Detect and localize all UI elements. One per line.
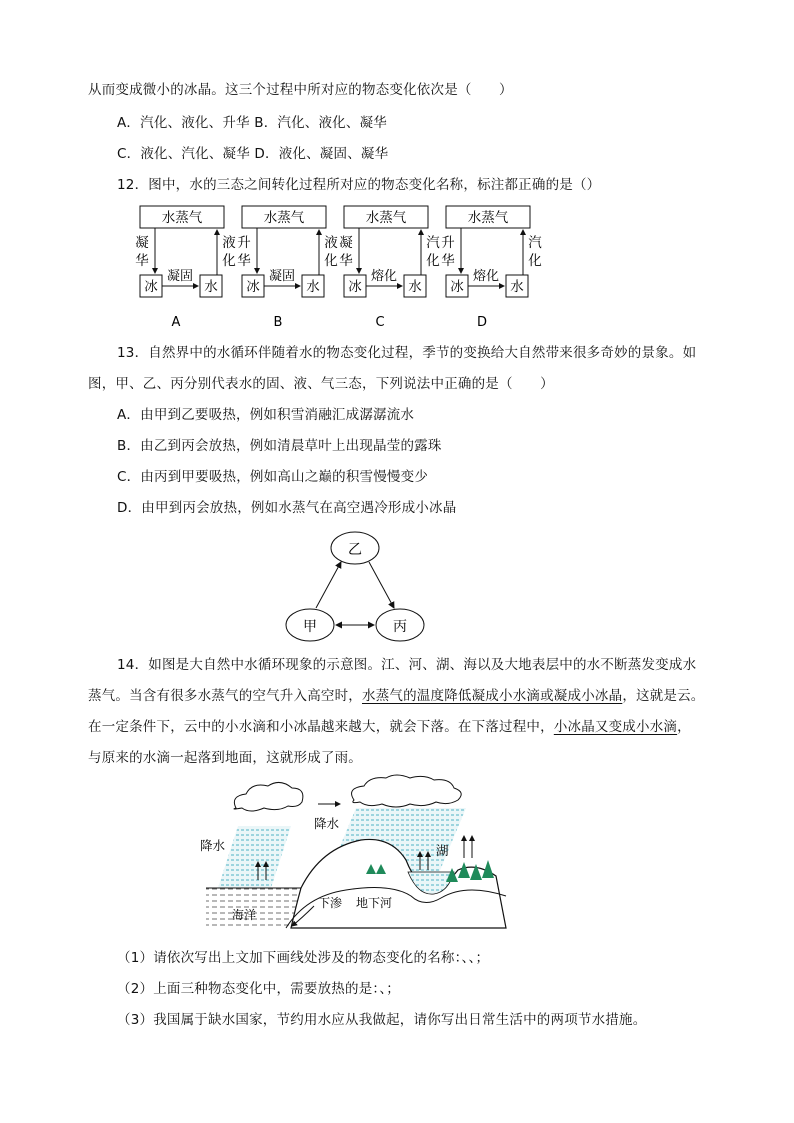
water-label: 水 (306, 279, 320, 295)
vapor-label: 水蒸气 (263, 210, 305, 226)
q13-option-d: D．由甲到丙会放热，例如水蒸气在高空遇冷形成小冰晶 (117, 500, 457, 516)
seep-label: 下渗 (318, 896, 343, 910)
q14-water-cycle-diagram (196, 778, 516, 938)
water-label: 水 (510, 279, 524, 295)
rain-label-right: 降水 (314, 816, 340, 831)
q14-sub-1: （1）请依次写出上文加下画线处涉及的物态变化的名称：、、； (117, 950, 490, 966)
right-process-char-1: 液 (222, 235, 236, 251)
right-process-char-2: 化 (324, 253, 338, 269)
ice-label: 冰 (246, 279, 260, 295)
q14-text-1: 蒸气。当含有很多水蒸气的空气升入高空时， (88, 688, 362, 704)
vapor-label: 水蒸气 (161, 210, 203, 226)
arrow-jia-to-yi (316, 562, 341, 608)
option-letter: C (375, 315, 385, 330)
left-process-char-1: 凝 (339, 235, 353, 251)
q13-diagram (280, 528, 440, 646)
right-process-char-1: 汽 (528, 235, 542, 251)
vapor-label: 水蒸气 (365, 210, 407, 226)
underground-river-label: 地下河 (356, 896, 393, 910)
q14-text-2: ，这就是云。 (622, 688, 705, 704)
q12-stem: 12．图中，水的三态之间转化过程所对应的物态变化名称，标注都正确的是（） (117, 177, 601, 193)
right-process-char-1: 汽 (426, 235, 440, 251)
ice-label: 冰 (144, 279, 158, 295)
option-letter: A (171, 315, 181, 330)
left-process-char-2: 华 (237, 253, 251, 269)
q13-option-c: C．由丙到甲要吸热，例如高山之巅的积雪慢慢变少 (117, 469, 429, 485)
arrow-yi-to-bing (369, 562, 394, 608)
q13-stem-b: 图，甲、乙、丙分别代表水的固、液、气三态，下列说法中正确的是（ ） (88, 376, 554, 392)
left-process-char-2: 华 (441, 253, 455, 269)
option-letter: B (273, 315, 283, 330)
ocean-label: 海洋 (232, 908, 257, 922)
ice-label: 冰 (348, 279, 362, 295)
q12-diagram-a (135, 206, 236, 330)
q14-text-3: 在一定条件下，云中的小水滴和小冰晶越来越大，就会下落。在下落过程中， (88, 719, 554, 735)
rain-label-left: 降水 (200, 838, 226, 853)
bottom-process-label: 熔化 (370, 269, 398, 284)
q11-options-cd: C．液化、汽化、凝华 D．液化、凝固、凝华 (117, 146, 389, 162)
rain-area-left (218, 826, 291, 888)
q14-stem-d: 与原来的水滴一起落到地面，这就形成了雨。 (88, 750, 362, 766)
q14-stem-c (88, 717, 691, 737)
q12-diagram-d (441, 206, 542, 330)
option-letter: D (476, 315, 488, 330)
right-process-char-2: 化 (426, 253, 440, 269)
q14-underline-2: 小冰晶又变成小水滴 (553, 719, 678, 735)
right-process-char-2: 化 (222, 253, 236, 269)
cloud-right (352, 775, 462, 807)
q11-stem-end: 从而变成微小的冰晶。这三个过程中所对应的物态变化依次是（ ） (88, 82, 513, 98)
bottom-process-label: 凝固 (268, 269, 296, 284)
cloud-left (234, 782, 303, 811)
q12-diagram-b (237, 206, 338, 330)
left-process-char-1: 升 (441, 235, 455, 251)
q14-text-4: ， (677, 719, 691, 735)
q11-options-ab: A．汽化、液化、升华 B．汽化、液化、凝华 (117, 115, 387, 131)
q12-diagrams (130, 202, 540, 332)
q14-sub-3: （3）我国属于缺水国家，节约用水应从我做起，请你写出日常生活中的两项节水措施。 (117, 1012, 647, 1028)
node-bing-label: 丙 (393, 619, 407, 635)
ice-label: 冰 (450, 279, 464, 295)
q13-stem-a: 13．自然界中的水循环伴随着水的物态变化过程，季节的变换给大自然带来很多奇妙的景象。如 (117, 345, 697, 361)
q14-underline-1: 水蒸气的温度降低凝成小水滴或凝成小冰晶 (362, 688, 623, 704)
q14-stem-a: 14．如图是大自然中水循环现象的示意图。江、河、湖、海以及大地表层中的水不断蒸发变成水 (117, 657, 697, 673)
left-process-char-1: 凝 (135, 235, 149, 251)
land-mass (291, 839, 506, 928)
node-jia-label: 甲 (303, 619, 317, 635)
water-label: 水 (408, 279, 422, 295)
left-process-char-2: 华 (135, 253, 149, 269)
q14-stem-b (88, 686, 705, 706)
bottom-process-label: 熔化 (472, 269, 500, 284)
left-process-char-2: 华 (339, 253, 353, 269)
q13-option-b: B．由乙到丙会放热，例如清晨草叶上出现晶莹的露珠 (117, 438, 442, 454)
bottom-process-label: 凝固 (166, 269, 194, 284)
q14-sub-2: （2）上面三种物态变化中，需要放热的是：、； (117, 981, 400, 997)
vapor-label: 水蒸气 (467, 210, 509, 226)
q13-option-a: A．由甲到乙要吸热，例如积雪消融汇成潺潺流水 (117, 407, 415, 423)
right-process-char-2: 化 (528, 253, 542, 269)
right-process-char-1: 液 (324, 235, 338, 251)
left-process-char-1: 升 (237, 235, 251, 251)
water-label: 水 (204, 279, 218, 295)
q12-diagram-c (339, 206, 440, 330)
lake-label: 湖 (436, 843, 449, 858)
node-yi-label: 乙 (348, 542, 362, 558)
